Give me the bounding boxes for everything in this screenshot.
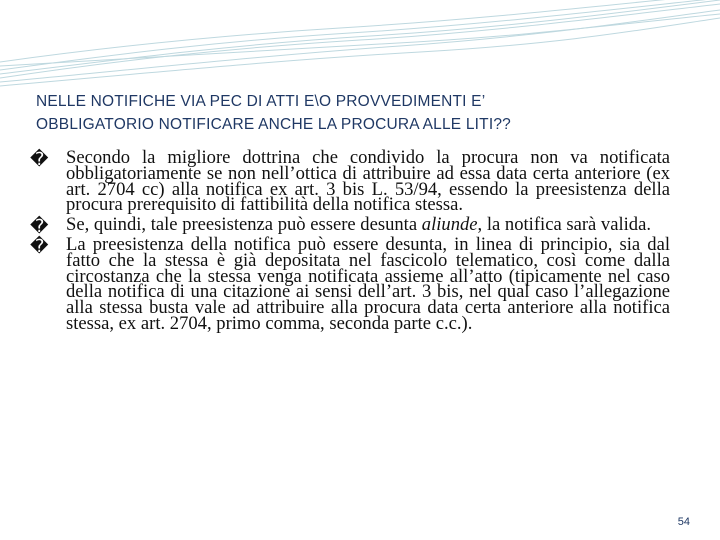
page-number: 54 — [677, 516, 690, 528]
bullet-text-3: La preesistenza della notifica può essere desunta, in linea di principio, sia dal fatto che la stessa è già depositata nel fascicolo telematico, così come dalla circostanza che la stessa venga notificata assieme all’atto (tipicamente nel caso della notifica di una citazione ai sensi dell’art. 3 bis, nel qual caso l’allegazione alla stessa busta vale ad attribuire alla procura data certa anteriore alla notifica stessa, ex art. 2704, primo comma, seconda parte c.c.). — [66, 233, 670, 334]
header-decoration — [0, 0, 720, 90]
bullet-marker-icon: � — [30, 216, 49, 238]
bullet-marker-icon: � — [30, 149, 49, 170]
bullet-item-3 — [30, 233, 670, 334]
slide-title-line-2: OBBLIGATORIO NOTIFICARE ANCHE LA PROCURA ALLE LITI?? — [36, 116, 511, 133]
bullet-text-2-italic: aliunde — [421, 214, 478, 236]
slide-title-line-1: NELLE NOTIFICHE VIA PEC DI ATTI E\O PROVVEDIMENTI E’ — [36, 93, 486, 110]
bullet-item-2 — [30, 214, 670, 238]
bullet-text-2-before: Se, quindi, tale preesistenza può essere desunta — [66, 214, 422, 236]
bullet-marker-icon: � — [30, 235, 49, 257]
bullet-text-1: Secondo la migliore dottrina che condivido la procura non va notificata obbligatoriamente se non nell’ottica di attribuire ad essa data certa anteriore (ex art. 2704 cc) alla notifica ex art. 3 bis L. 53/94, essendo la preesistenza della procura prerequisito di fattibilità della notifica stessa. — [66, 147, 670, 216]
bullet-item-1 — [30, 147, 670, 216]
slide-title — [36, 90, 686, 136]
slide-body — [30, 147, 670, 334]
bullet-text-2-after: , la notifica sarà valida. — [477, 214, 652, 236]
